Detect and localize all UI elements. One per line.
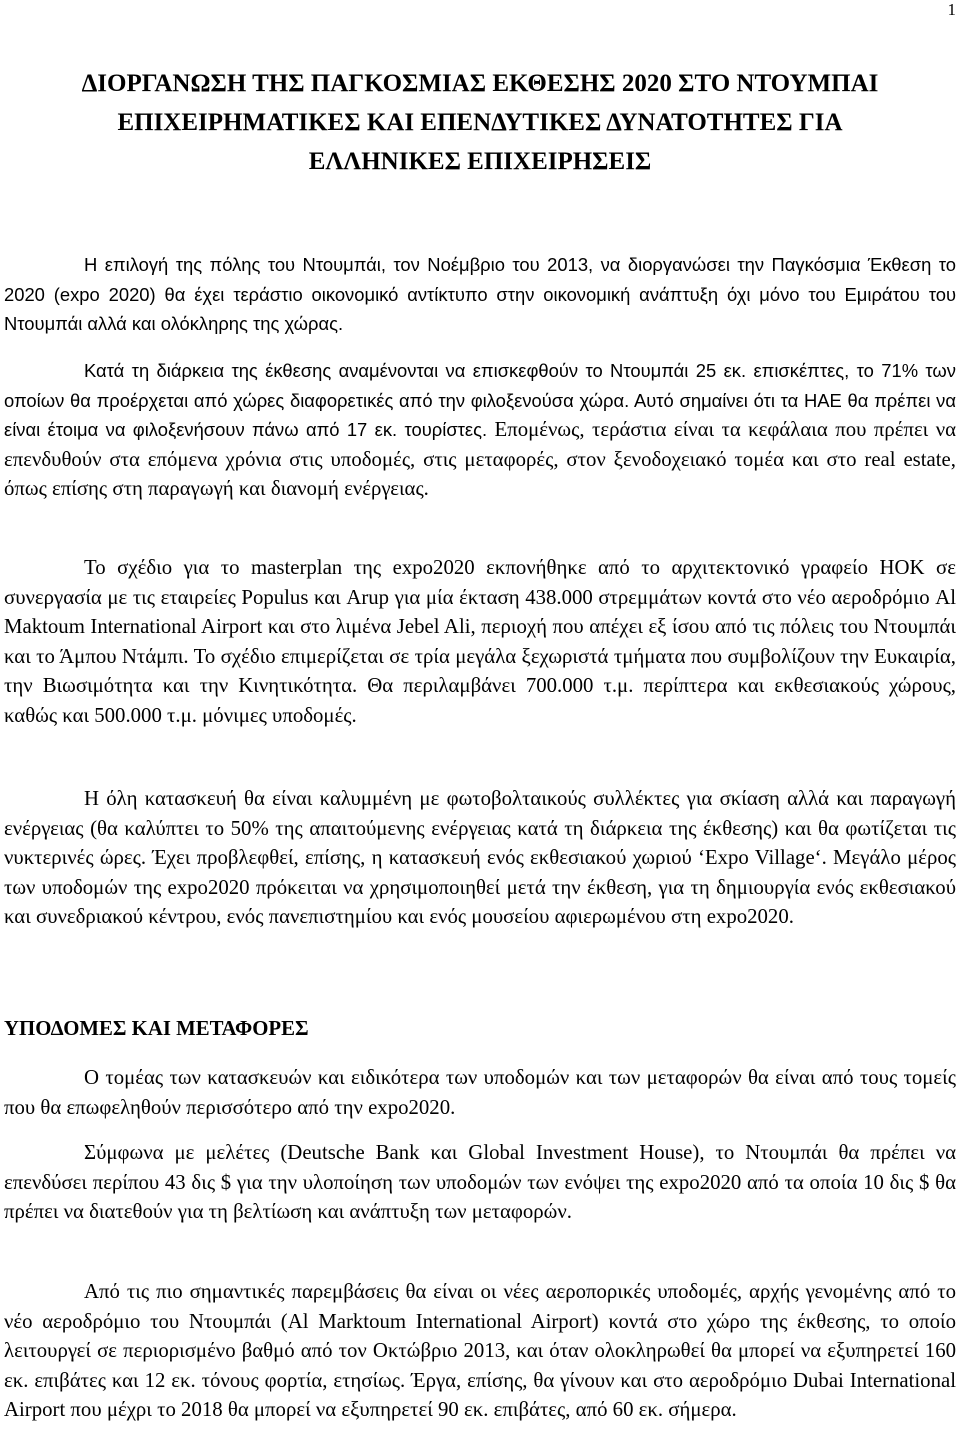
section-heading-infrastructure: ΥΠΟΔΟΜΕΣ ΚΑΙ ΜΕΤΑΦΟΡΕΣ	[4, 1017, 309, 1040]
paragraph-masterplan: Το σχέδιο για το masterplan της expo2020 εκπονήθηκε από το αρχιτεκτονικό γραφείο HOK σε συνεργασία με τις εταιρείες Populus και Arup για μία έκταση 438.000 στρεμμάτων κοντά στο νέο αεροδρόμιο Al Maktoum International Airport και στο λιμένα Jebel Ali, περιοχή που απέχει εξ ίσου από τις πόλεις του Ντουμπάι και το Άμπου Ντάμπι. Το σχέδιο επιμερίζεται σε τρία μεγάλα ξεχωριστά τμήματα που συμβολίζουν την Ευκαιρία, την Βιωσιμότητα και την Κινητικότητα. Θα περιλαμβάνει 700.000 τ.μ. περίπτερα και εκθεσιακούς χώρους, καθώς και 500.000 τ.μ. μόνιμες υποδομές.	[4, 556, 956, 727]
document-title	[0, 64, 960, 181]
title-line-2: ΕΠΙΧΕΙΡΗΜΑΤΙΚΕΣ ΚΑΙ ΕΠΕΝΔΥΤΙΚΕΣ ΔΥΝΑΤΟΤΗΤΕΣ ΓΙΑ	[117, 109, 843, 136]
title-line-1: ΔΙΟΡΓΑΝΩΣΗ ΤΗΣ ΠΑΓΚΟΣΜΙΑΣ ΕΚΘΕΣΗΣ 2020 ΣΤΟ ΝΤΟΥΜΠΑΙ	[81, 70, 879, 97]
paragraph-visitors	[4, 356, 956, 504]
paragraph-construction: Η όλη κατασκευή θα είναι καλυμμένη με φωτοβολταικούς συλλέκτες για σκίαση αλλά και παραγωγή ενέργειας (θα καλύπτει το 50% της απαιτούμενης ενέργειας κατά τη διάρκεια της έκθεσης) και θα φωτίζεται τις νυκτερινές ώρες. Έχει προβλεφθεί, επίσης, η κατασκευή ενός εκθεσιακού χωριού ‘Expo Village‘. Μεγάλο μέρος των υποδομών της expo2020 πρόκειται να χρησιμοποιηθεί μετά την έκθεση, για τη δημιουργία ενός εκθεσιακού και συνεδριακού κέντρου, ενός πανεπιστημίου και ενός μουσείου αφιερωμένου στη expo2020.	[4, 787, 956, 929]
paragraph-visitors-part-1: Κατά τη διάρκεια της έκθεσης αναμένονται να επισκεφθούν το Ντουμπάι 25 εκ. επισκέπτες, το 71% των οποίων θα προέρχεται από χώρες διαφορετικές από την φιλοξενούσα χώρα. Αυτό σημαίνει ότι τα ΗΑΕ θα πρέπει να είναι έτοιμα να φιλοξενήσουν πάνω από 17 εκ. τουρίστες.	[4, 360, 956, 441]
paragraph-airports: Από τις πιο σημαντικές παρεμβάσεις θα είναι οι νέες αεροπορικές υποδομές, αρχής γενομένης από το νέο αεροδρόμιο του Ντουμπάι (Al Marktoum International Airport) κοντά στο χώρο της έκθεσης, το οποίο λειτουργεί σε περιορισμένο βαθμό από τον Οκτώβριο 2013, και όταν ολοκληρωθεί θα μπορεί να εξυπηρετεί 160 εκ. επιβάτες και 12 εκ. τόνους φορτία, ετησίως. Έργα, επίσης, θα γίνουν και στο αεροδρόμιο Dubai International Airport που μέχρι το 2018 θα μπορεί να εξυπηρετεί 90 εκ. επιβάτες, από 60 εκ. σήμερα.	[4, 1280, 956, 1422]
title-line-3: ΕΛΛΗΝΙΚΕΣ ΕΠΙΧΕΙΡΗΣΕΙΣ	[308, 148, 652, 175]
paragraph-expo-selection: Η επιλογή της πόλης του Ντουμπάι, τον Νοέμβριο του 2013, να διοργανώσει την Παγκόσμια Έκθεση το 2020 (expo 2020) θα έχει τεράστιο οικονομικό αντίκτυπο στην οικονομική ανάπτυξη όχι μόνο του Εμιράτου του Ντουμπάι αλλά και ολόκληρης της χώρας.	[4, 254, 956, 334]
paragraph-studies: Σύμφωνα με μελέτες (Deutsche Bank και Global Investment House), το Ντουμπάι θα πρέπει να επενδύσει περίπου 43 δις $ για την υλοποίηση των υποδομών των ενόψει της expo2020 από τα οποία 10 δις $ θα πρέπει να διατεθούν για τη βελτίωση και ανάπτυξη των μεταφορών.	[4, 1141, 956, 1224]
paragraph-visitors-part-2: Επομένως, τεράστια είναι τα κεφάλαια που πρέπει να επενδυθούν στα επόμενα χρόνια στις υποδομές, στις μεταφορές, στον ξενοδοχειακό τομέα και στο real estate, όπως επίσης στη παραγωγή και διανομή ενέργειας.	[4, 418, 956, 501]
page-number: 1	[947, 0, 956, 19]
paragraph-construction-sector: Ο τομέας των κατασκευών και ειδικότερα των υποδομών και των μεταφορών θα είναι από τους τομείς που θα επωφεληθούν περισσότερο από την expo2020.	[4, 1066, 956, 1119]
